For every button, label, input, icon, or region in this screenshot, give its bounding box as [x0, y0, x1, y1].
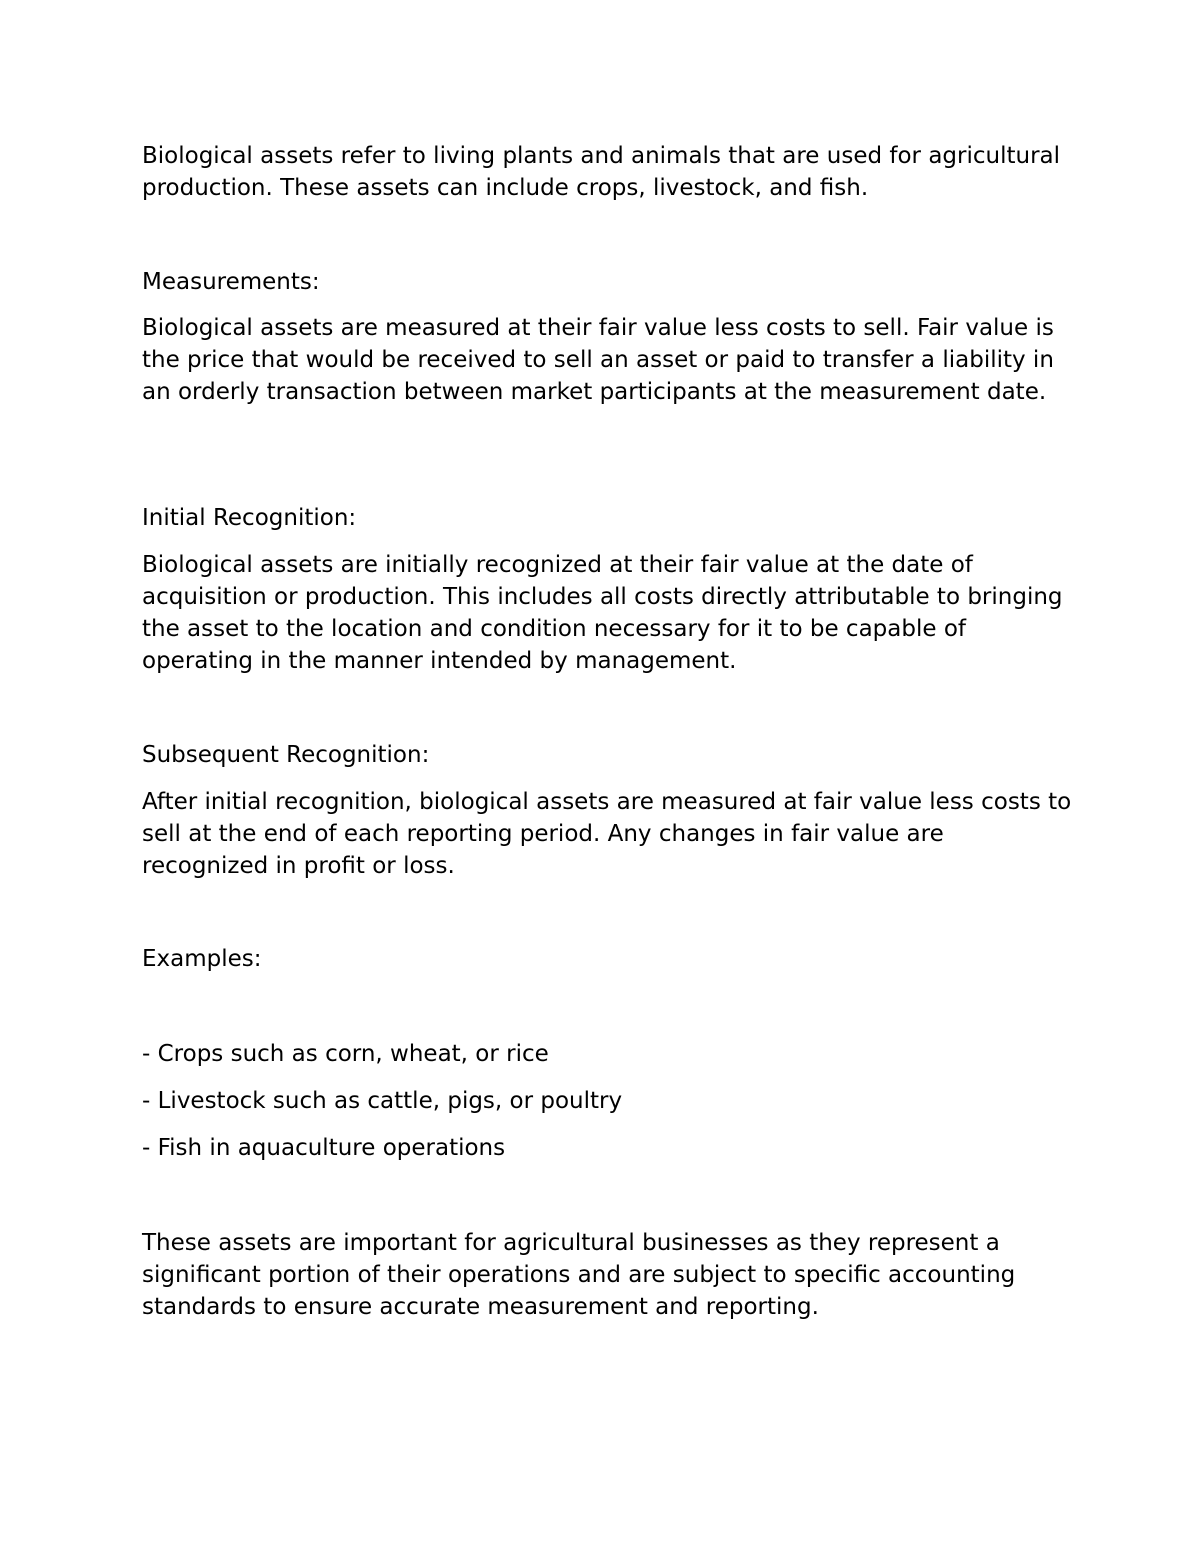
measurements-paragraph: Biological assets are measured at their fair value less costs to sell. Fair value is the price that would be received to sell an asset or paid to transfer a liability in an orderly transaction between market participants at the measurement date. — [142, 315, 1054, 405]
initial-recognition-heading: Initial Recognition: — [142, 505, 357, 531]
example-item: - Livestock such as cattle, pigs, or poultry — [142, 1088, 623, 1114]
initial-recognition-paragraph: Biological assets are initially recognized at their fair value at the date of acquisition or production. This includes all costs directly attributable to bringing the asset to the location and condition necessary for it to be capable of operating in the manner intended by management. — [142, 552, 1063, 674]
intro-paragraph: Biological assets refer to living plants and animals that are used for agricultural production. These assets can include crops, livestock, and fish. — [142, 143, 1061, 201]
subsequent-recognition-heading: Subsequent Recognition: — [142, 742, 430, 768]
subsequent-recognition-paragraph: After initial recognition, biological assets are measured at fair value less costs to sell at the end of each reporting period. Any changes in fair value are recognized in profit or loss. — [142, 789, 1072, 879]
example-item: - Fish in aquaculture operations — [142, 1135, 506, 1161]
measurements-heading: Measurements: — [142, 269, 320, 295]
examples-heading: Examples: — [142, 946, 262, 972]
example-item: - Crops such as corn, wheat, or rice — [142, 1041, 549, 1067]
conclusion-paragraph: These assets are important for agricultural businesses as they represent a significant portion of their operations and are subject to specific accounting standards to ensure accurate measurement and reporting. — [142, 1230, 1016, 1320]
